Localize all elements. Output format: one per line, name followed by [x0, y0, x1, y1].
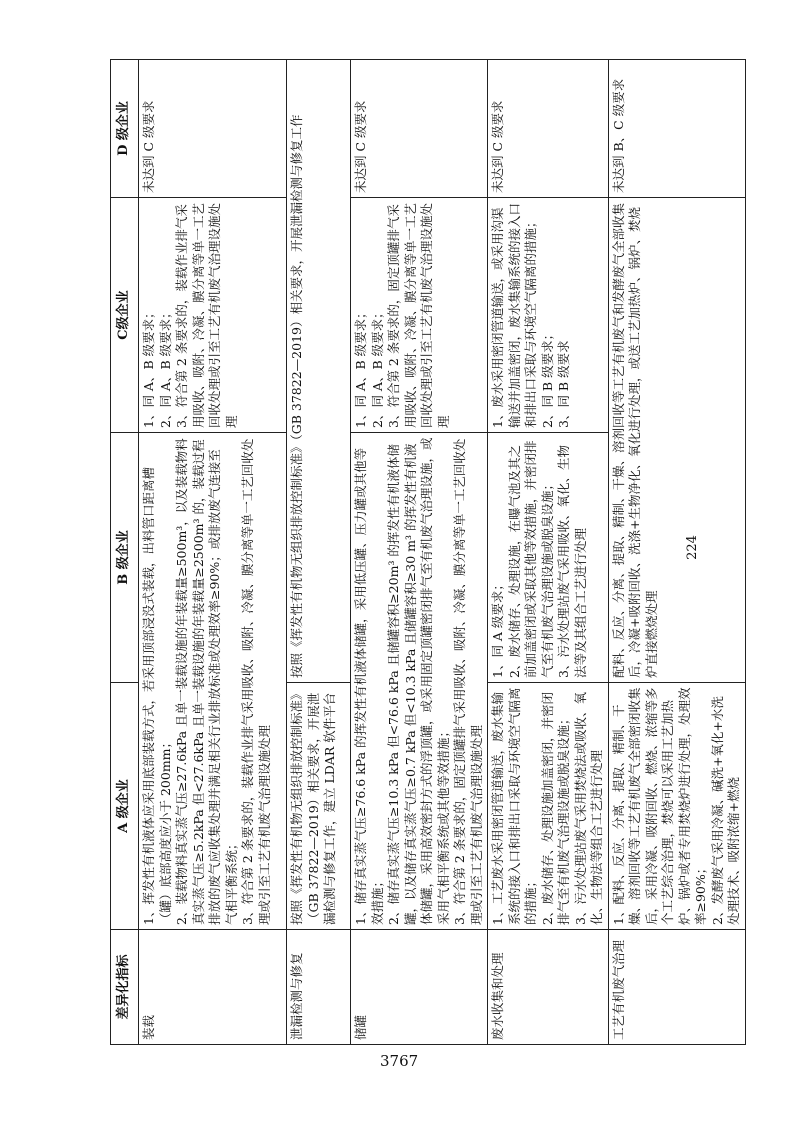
feishui-c-item-3: 3、同 B 级要求 — [556, 340, 571, 428]
table-header-row — [111, 60, 139, 1045]
zhuangzai-c-item-1: 1、同 A、B 级要求； — [141, 306, 156, 428]
chuguan-ab-cell — [351, 433, 488, 930]
gongyi-bc-cell: 配料、反应、分离、提取、精制、干燥、溶剂回收等工艺有机废气和发酵废气全部收集后，冷凝+吸附回收、洗涤+生物净化、氧化进行处理，或送工艺加热炉、锅炉、焚烧炉直接燃烧处理 — [608, 198, 745, 683]
zhuangzai-ab-cell — [139, 433, 287, 930]
table-row-gongyi — [608, 60, 745, 1045]
feishui-c-item-2: 2、同 B 级要求； — [539, 327, 555, 428]
indicator-chuguan: 储罐 — [351, 930, 488, 1045]
indicator-zhuangzai: 装载 — [139, 930, 287, 1045]
ldar-a-cell: 按照《挥发性有机物无组织排放控制标准》（GB 37822—2019）相关要求，开展泄漏检测与修复工作，建立 LDAR 软件平台 — [287, 683, 351, 930]
feishui-b-item-3: 3、污水处理站废气采用吸收、氧化、生物法等及其组合工艺进行处理 — [556, 445, 588, 678]
table-row-ldar — [287, 60, 351, 1045]
zhuangzai-c-item-2: 2、同 A、B 级要求； — [157, 306, 173, 428]
header-c: C级企业 — [111, 198, 139, 433]
chuguan-a-item-3: 3、符合第 2 条要求的，固定顶罐排气采用吸收、吸附、冷凝、膜分离等单一工艺回收处理或引至工艺有机废气治理设施处理 — [452, 438, 484, 925]
feishui-b-item-1: 1、同 A 级要求； — [490, 578, 505, 678]
indicator-gongyi: 工艺有机废气治理 — [608, 930, 745, 1045]
table-row-feishui — [488, 60, 609, 1045]
page-number: 224 — [684, 535, 700, 560]
header-d: D 级企业 — [111, 60, 139, 198]
zhuangzai-c-cell — [139, 198, 287, 433]
feishui-a-item-2: 2、废水储存、处理设施加盖密闭，并密闭排气至有机废气治理设施或脱臭设施； — [539, 692, 571, 925]
feishui-a-item-1: 1、工艺废水采用密闭管道输送，废水集输系统的接入口和排出口采取与环境空气隔离的措施； — [490, 687, 538, 925]
indicator-feishui: 废水收集和处理 — [488, 930, 609, 1045]
chuguan-a-item-1: 1、储存真实蒸气压≥76.6 kPa 的挥发性有机液体储罐，采用低压罐、压力罐或其他等效措施； — [353, 447, 385, 925]
gongyi-a-cell — [608, 683, 745, 930]
table-row-zhuangzai — [139, 60, 287, 1045]
document-number: 3767 — [380, 1052, 419, 1070]
table-row-chuguan — [351, 60, 488, 1045]
chuguan-c-item-1: 1、同 A、B 级要求； — [353, 306, 368, 428]
feishui-a-item-3: 3、污水处理站废气采用焚烧法或吸收、氧化、生物法等组合工艺进行处理 — [572, 692, 604, 925]
feishui-b-item-2: 2、废水储存、处理设施，在曝气池及其之前加盖密闭或采取其他等效措施，并密闭排气至有机废气治理设施或脱臭设施； — [506, 440, 555, 678]
zhuangzai-c-item-3: 3、符合第 2 条要求的，装载作业排气采用吸收、吸附、冷凝、膜分离等单一工艺回收处理或引至工艺有机废气治理设施处理 — [174, 202, 239, 428]
zhuangzai-a-item-3: 3、符合第 2 条要求的，装载作业排气采用吸收、吸附、冷凝、膜分离等单一工艺回收处理或引至工艺有机废气治理设施处理 — [240, 438, 272, 925]
chuguan-c-item-2: 2、同 A、B 级要求； — [369, 306, 385, 428]
feishui-a-cell — [488, 683, 609, 930]
ldar-bcd-cell: 按照《挥发性有机物无组织排放控制标准》（GB 37822—2019）相关要求，开展泄漏检测与修复工作 — [287, 60, 351, 683]
zhuangzai-d-cell: 未达到 C 级要求 — [139, 60, 287, 198]
zhuangzai-a-item-1: 1、挥发性有机液体应采用底部装载方式，若采用顶部浸没式装载，出料管口距离槽（罐）底部高度应小于 200mm； — [141, 467, 173, 925]
header-indicator: 差异化指标 — [111, 930, 139, 1045]
feishui-d-cell: 未达到 C 级要求 — [488, 60, 609, 198]
gongyi-a-item-2: 2、发酵废气采用冷凝、碱洗+氧化+水洗处理技术、吸附浓缩+燃烧 — [709, 696, 741, 925]
header-b: B 级企业 — [111, 433, 139, 683]
gongyi-d-cell: 未达到 B、C 级要求 — [608, 60, 745, 198]
indicator-ldar: 泄漏检测与修复 — [287, 930, 351, 1045]
header-a: A 级企业 — [111, 683, 139, 930]
chuguan-c-cell — [351, 198, 488, 433]
chuguan-d-cell: 未达到 C 级要求 — [351, 60, 488, 198]
feishui-c-cell — [488, 198, 609, 433]
differentiation-indicator-table — [110, 59, 746, 1045]
feishui-b-cell — [488, 433, 609, 683]
gongyi-a-item-1: 1、配料、反应、分离、提取、精制、干燥、溶剂回收等工艺有机废气全部密闭收集后，采用冷凝、吸附回收、燃烧、浓缩等多个工艺综合治理，焚烧可以采用工艺加热炉、锅炉或者专用焚烧炉进行处理，处理效率≥90%； — [610, 687, 708, 925]
chuguan-c-item-3: 3、符合第 2 条要求的，固定顶罐排气采用吸收、吸附、冷凝、膜分离等单一工艺回收处理或引至工艺有机废气治理设施处理 — [386, 202, 451, 428]
feishui-c-item-1: 1、废水采用密闭管道输送，或采用沟渠输送并加盖密闭，废水集输系统的接入口和排出口采取与环境空气隔离的措施； — [490, 202, 538, 428]
zhuangzai-a-item-2: 2、装载物料真实蒸气压≥27.6kPa 且单一装载设施的年装载量≥500m³，以及装载物料真实蒸气压≥5.2kPa 但<27.6kPa 且单一装载设施的年装载量≥2500m³ 的，装载过程排放的废气应收集处理并满足相关行业排放标准或处理效率≥90%；或排放废气连接至气相平衡系统； — [174, 438, 239, 925]
chuguan-a-item-2: 2、储存真实蒸气压≥10.3 kPa 但<76.6 kPa 且储罐容积≥20m³ 的挥发性有机液体储罐，以及储存真实蒸气压≥0.7 kPa 但<10.3 kPa 且储罐容积≥30 m³ 的挥发性有机液体储罐，采用高效密封方式的浮顶罐，或采用固定顶罐密闭排气至有机废气治理设施，或采用气相平衡系统或其他等效措施； — [386, 437, 451, 925]
